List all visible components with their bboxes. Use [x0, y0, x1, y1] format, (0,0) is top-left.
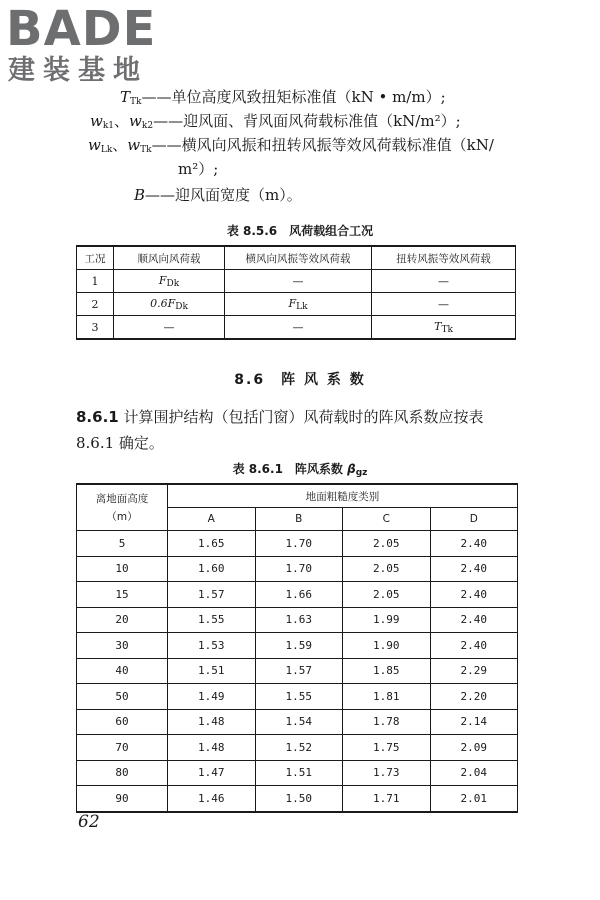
definition-row [134, 184, 302, 206]
cell-gust-factor: 1.70 [255, 556, 343, 582]
def-sep: 、 [112, 136, 128, 154]
cell-gust-factor: 1.51 [255, 760, 343, 786]
cell-along: $0.6F_{Dk}$ [114, 293, 225, 316]
def-symbol-2: w [127, 136, 141, 154]
cell-height: 5 [77, 531, 168, 557]
cell-along: — [114, 316, 225, 340]
def-symbol-sub: Tk [130, 97, 142, 107]
table-row [77, 531, 518, 557]
table-row [77, 658, 518, 684]
cell-gust-factor: 1.85 [343, 658, 431, 684]
table-caption-8-5-6: 表 8.5.6 风荷载组合工况 [226, 224, 374, 238]
wind-load-combination-table [76, 245, 516, 340]
cell-gust-factor: 2.29 [430, 658, 518, 684]
cell-gust-factor: 2.05 [343, 582, 431, 608]
cell-gust-factor: 1.65 [168, 531, 256, 557]
def-symbol-2: w [129, 112, 142, 130]
cell-torsion: — [372, 293, 516, 316]
cell-gust-factor: 2.40 [430, 607, 518, 633]
cell-gust-factor: 1.57 [255, 658, 343, 684]
cell-gust-factor: 1.90 [343, 633, 431, 659]
cell-torsion: $T_{Tk}$ [372, 316, 516, 340]
cell-height: 15 [77, 582, 168, 608]
table-row [77, 316, 516, 340]
cell-gust-factor: 2.05 [343, 531, 431, 557]
cell-gust-factor: 1.71 [343, 786, 431, 812]
table-row [77, 556, 518, 582]
watermark-logo [6, 1, 157, 88]
cell-gust-factor: 1.60 [168, 556, 256, 582]
def-symbol-2-sub: k2 [141, 121, 154, 131]
table-row [77, 582, 518, 608]
cell-across: — [225, 316, 372, 340]
definition-row [120, 86, 446, 113]
cell-height: 60 [77, 709, 168, 735]
col-header-torsion: 扭转风振等效风荷载 [372, 246, 516, 270]
logo-subtitle: 建装基地 [8, 55, 148, 86]
def-symbol-sub: Lk [100, 145, 113, 155]
def-symbol: w [88, 136, 101, 154]
cell-height: 30 [77, 633, 168, 659]
def-symbol: B [134, 186, 146, 204]
col-header-roughness: 地面粗糙度类别 [168, 484, 518, 508]
cell-gust-factor: 1.78 [343, 709, 431, 735]
cell-gust-factor: 1.49 [168, 684, 256, 710]
col-header-height: 离地面高度 （m） [77, 484, 168, 531]
clause-number: 8.6.1 [76, 408, 119, 426]
cell-gust-factor: 1.81 [343, 684, 431, 710]
def-symbol-sub: k1 [102, 121, 115, 131]
cell-gust-factor: 1.55 [168, 607, 256, 633]
def-symbol-2-sub: Tk [140, 145, 152, 155]
def-text: m²）; [178, 160, 219, 178]
cell-gust-factor: 2.14 [430, 709, 518, 735]
cell-gust-factor: 2.04 [430, 760, 518, 786]
definition-row-continuation [178, 158, 218, 180]
cell-gust-factor: 1.59 [255, 633, 343, 659]
clause-8-6-1 [76, 404, 522, 456]
def-symbol: w [90, 112, 103, 130]
page-number: 62 [78, 812, 100, 832]
cell-gust-factor: 2.09 [430, 735, 518, 761]
cell-gust-factor: 1.55 [255, 684, 343, 710]
def-text: ——单位高度风致扭矩标准值（kN • m/m）; [141, 88, 446, 106]
definition-row [88, 134, 494, 161]
cell-height: 70 [77, 735, 168, 761]
section-title: 8.6 阵 风 系 数 [234, 372, 366, 388]
definition-row [90, 110, 461, 137]
def-sep: 、 [114, 112, 130, 130]
logo-word: BADE [6, 1, 157, 57]
table-header-row [77, 246, 516, 270]
col-header-category: C [343, 508, 431, 531]
def-text: ——横风向风振和扭转风振等效风荷载标准值（kN/ [151, 136, 494, 154]
table-row [77, 786, 518, 812]
table-row [77, 735, 518, 761]
cell-gust-factor: 1.48 [168, 735, 256, 761]
cell-height: 90 [77, 786, 168, 812]
cell-gust-factor: 2.40 [430, 531, 518, 557]
cell-gust-factor: 1.57 [168, 582, 256, 608]
col-header-across-wind: 横风向风振等效风荷载 [225, 246, 372, 270]
cell-gust-factor: 2.05 [343, 556, 431, 582]
cell-across: $F_{Lk}$ [225, 293, 372, 316]
cell-height: 10 [77, 556, 168, 582]
cell-gust-factor: 2.01 [430, 786, 518, 812]
cell-gust-factor: 1.63 [255, 607, 343, 633]
cell-height: 80 [77, 760, 168, 786]
def-symbol: T [120, 88, 131, 106]
cell-gust-factor: 1.75 [343, 735, 431, 761]
cell-gust-factor: 1.50 [255, 786, 343, 812]
cell-gust-factor: 2.40 [430, 556, 518, 582]
cell-gust-factor: 2.20 [430, 684, 518, 710]
col-header-along-wind: 顺风向风荷载 [114, 246, 225, 270]
cell-height: 40 [77, 658, 168, 684]
table-row [77, 270, 516, 293]
col-header-case: 工况 [77, 246, 114, 270]
cell-gust-factor: 1.70 [255, 531, 343, 557]
cell-gust-factor: 1.52 [255, 735, 343, 761]
table-row [77, 684, 518, 710]
def-text: ——迎风面宽度（m）。 [145, 186, 302, 204]
gust-factor-table [76, 483, 518, 813]
cell-gust-factor: 1.73 [343, 760, 431, 786]
cell-case: 2 [77, 293, 114, 316]
table-row [77, 709, 518, 735]
clause-text: 计算围护结构（包括门窗）风荷载时的阵风系数应按表 8.6.1 确定。 [76, 408, 484, 452]
cell-case: 3 [77, 316, 114, 340]
table-row [77, 293, 516, 316]
cell-gust-factor: 2.40 [430, 582, 518, 608]
cell-gust-factor: 1.48 [168, 709, 256, 735]
cell-along: $F_{Dk}$ [114, 270, 225, 293]
table-row [77, 633, 518, 659]
cell-gust-factor: 1.54 [255, 709, 343, 735]
cell-across: — [225, 270, 372, 293]
col-header-category: B [255, 508, 343, 531]
cell-height: 50 [77, 684, 168, 710]
table-row [77, 607, 518, 633]
cell-case: 1 [77, 270, 114, 293]
cell-gust-factor: 1.47 [168, 760, 256, 786]
cell-gust-factor: 2.40 [430, 633, 518, 659]
cell-height: 20 [77, 607, 168, 633]
cell-gust-factor: 1.99 [343, 607, 431, 633]
col-header-category: D [430, 508, 518, 531]
table-caption-8-6-1: 表 8.6.1 阵风系数 $\beta_{gz}$ [232, 462, 368, 478]
cell-gust-factor: 1.51 [168, 658, 256, 684]
col-header-category: A [168, 508, 256, 531]
table-row [77, 760, 518, 786]
cell-gust-factor: 1.66 [255, 582, 343, 608]
cell-torsion: — [372, 270, 516, 293]
cell-gust-factor: 1.53 [168, 633, 256, 659]
def-text: ——迎风面、背风面风荷载标准值（kN/m²）; [153, 112, 461, 130]
table-header-row [77, 484, 518, 508]
cell-gust-factor: 1.46 [168, 786, 256, 812]
